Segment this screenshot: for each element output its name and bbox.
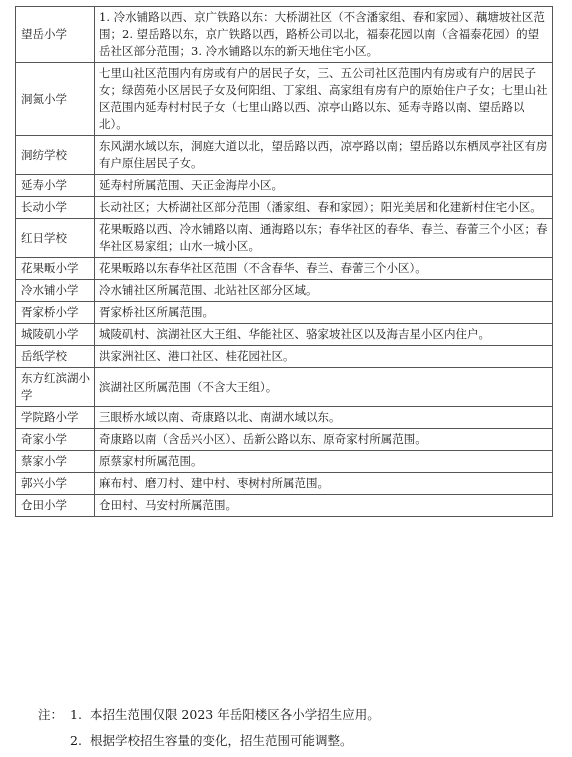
enrollment-range-cell: 仓田村、马安村所属范围。 (95, 495, 553, 517)
note-item-1 (38, 702, 538, 728)
enrollment-range-cell: 花果畈路以西、冷水铺路以南、通海路以东；春华社区的春华、春兰、春蕾三个小区；春华社区易家组；山水一城小区。 (95, 219, 553, 258)
school-name-cell: 岳纸学校 (16, 346, 95, 368)
school-name-cell: 学院路小学 (16, 407, 95, 429)
note-text: 本招生范围仅限 2023 年岳阳楼区各小学招生应用。 (89, 707, 380, 722)
enrollment-range-cell: 三眼桥水域以南、奇康路以北、南湖水域以东。 (95, 407, 553, 429)
enrollment-range-cell: 冷水铺社区所属范围、北站社区部分区域。 (95, 280, 553, 302)
enrollment-range-cell: 花果畈路以东春华社区范围（不含春华、春兰、春蕾三个小区）。 (95, 258, 553, 280)
school-name-cell: 郭兴小学 (16, 473, 95, 495)
enrollment-range-cell: 滨湖社区所属范围（不含大王组）。 (95, 368, 553, 407)
table-row (16, 219, 553, 258)
table-row (16, 368, 553, 407)
table-row (16, 136, 553, 175)
school-name-cell: 延寿小学 (16, 175, 95, 197)
school-name-cell: 奇家小学 (16, 429, 95, 451)
note-indent (38, 728, 70, 754)
spacer (82, 702, 90, 728)
note-prefix: 注： (38, 707, 64, 722)
enrollment-range-cell: 胥家桥社区所属范围。 (95, 302, 553, 324)
document (15, 6, 552, 517)
enrollment-range-cell: 七里山社区范围内有房或有户的居民子女，三、五公司社区范围内有房或有户的居民子女；绿茵苑小区居民子女及何阳组、丁家组、高家组有房有户的原始住户子女；七里山社区范围内延寿村村民子女（七里山路以西、凉亭山路以东、延寿寺路以南、望岳路以北）。 (95, 63, 553, 136)
table-row (16, 407, 553, 429)
enrollment-range-cell: 长动社区；大桥湖社区部分范围（潘家组、春和家园）；阳光美居和化建新村住宅小区。 (95, 197, 553, 219)
school-name-cell: 城陵矶小学 (16, 324, 95, 346)
table-row (16, 495, 553, 517)
table-row (16, 175, 553, 197)
school-name-cell: 蔡家小学 (16, 451, 95, 473)
enrollment-range-cell: 麻布村、磨刀村、建中村、枣树村所属范围。 (95, 473, 553, 495)
table-row (16, 258, 553, 280)
school-name-cell: 仓田小学 (16, 495, 95, 517)
school-name-cell: 红日学校 (16, 219, 95, 258)
school-name-cell: 胥家桥小学 (16, 302, 95, 324)
enrollment-range-cell: 奇康路以南（含岳兴小区）、岳新公路以东、原奇家村所属范围。 (95, 429, 553, 451)
note-text: 根据学校招生容量的变化，招生范围可能调整。 (89, 733, 353, 748)
notes-section (38, 702, 538, 754)
spacer (82, 728, 90, 754)
zone-table-body (16, 7, 553, 517)
table-row (16, 7, 553, 63)
school-name-cell: 望岳小学 (16, 7, 95, 63)
table-row (16, 451, 553, 473)
table-row (16, 280, 553, 302)
enrollment-range-cell: 城陵矶村、滨湖社区大王组、华能社区、骆家坡社区以及海吉星小区内住户。 (95, 324, 553, 346)
school-name-cell: 花果畈小学 (16, 258, 95, 280)
note-number: 2. (70, 733, 82, 748)
table-row (16, 324, 553, 346)
table-row (16, 346, 553, 368)
school-name-cell: 长动小学 (16, 197, 95, 219)
note-number: 1. (70, 707, 82, 722)
table-row (16, 302, 553, 324)
table-row (16, 63, 553, 136)
table-row (16, 197, 553, 219)
enrollment-range-cell: 延寿村所属范围、天正金海岸小区。 (95, 175, 553, 197)
enrollment-range-cell: 东风湖水域以东，洞庭大道以北，望岳路以西，凉亭路以南；望岳路以东栖凤亭社区有房有户原住居民子女。 (95, 136, 553, 175)
school-name-cell: 洞纺学校 (16, 136, 95, 175)
table-row (16, 429, 553, 451)
table-row (16, 473, 553, 495)
school-name-cell: 东方红滨湖小学 (16, 368, 95, 407)
enrollment-zone-table (15, 6, 553, 517)
enrollment-range-cell: 1. 冷水铺路以西、京广铁路以东：大桥湖社区（不含潘家组、春和家园）、藕塘坡社区范围；2. 望岳路以东，京广铁路以西，路桥公司以北，福泰花园以南（含福泰花园）的望岳社区部分范围；3. 冷水铺路以东的新天地住宅小区。 (95, 7, 553, 63)
school-name-cell: 冷水铺小学 (16, 280, 95, 302)
enrollment-range-cell: 原蔡家村所属范围。 (95, 451, 553, 473)
school-name-cell: 洞氮小学 (16, 63, 95, 136)
note-item-2 (38, 728, 538, 754)
enrollment-range-cell: 洪家洲社区、港口社区、桂花园社区。 (95, 346, 553, 368)
